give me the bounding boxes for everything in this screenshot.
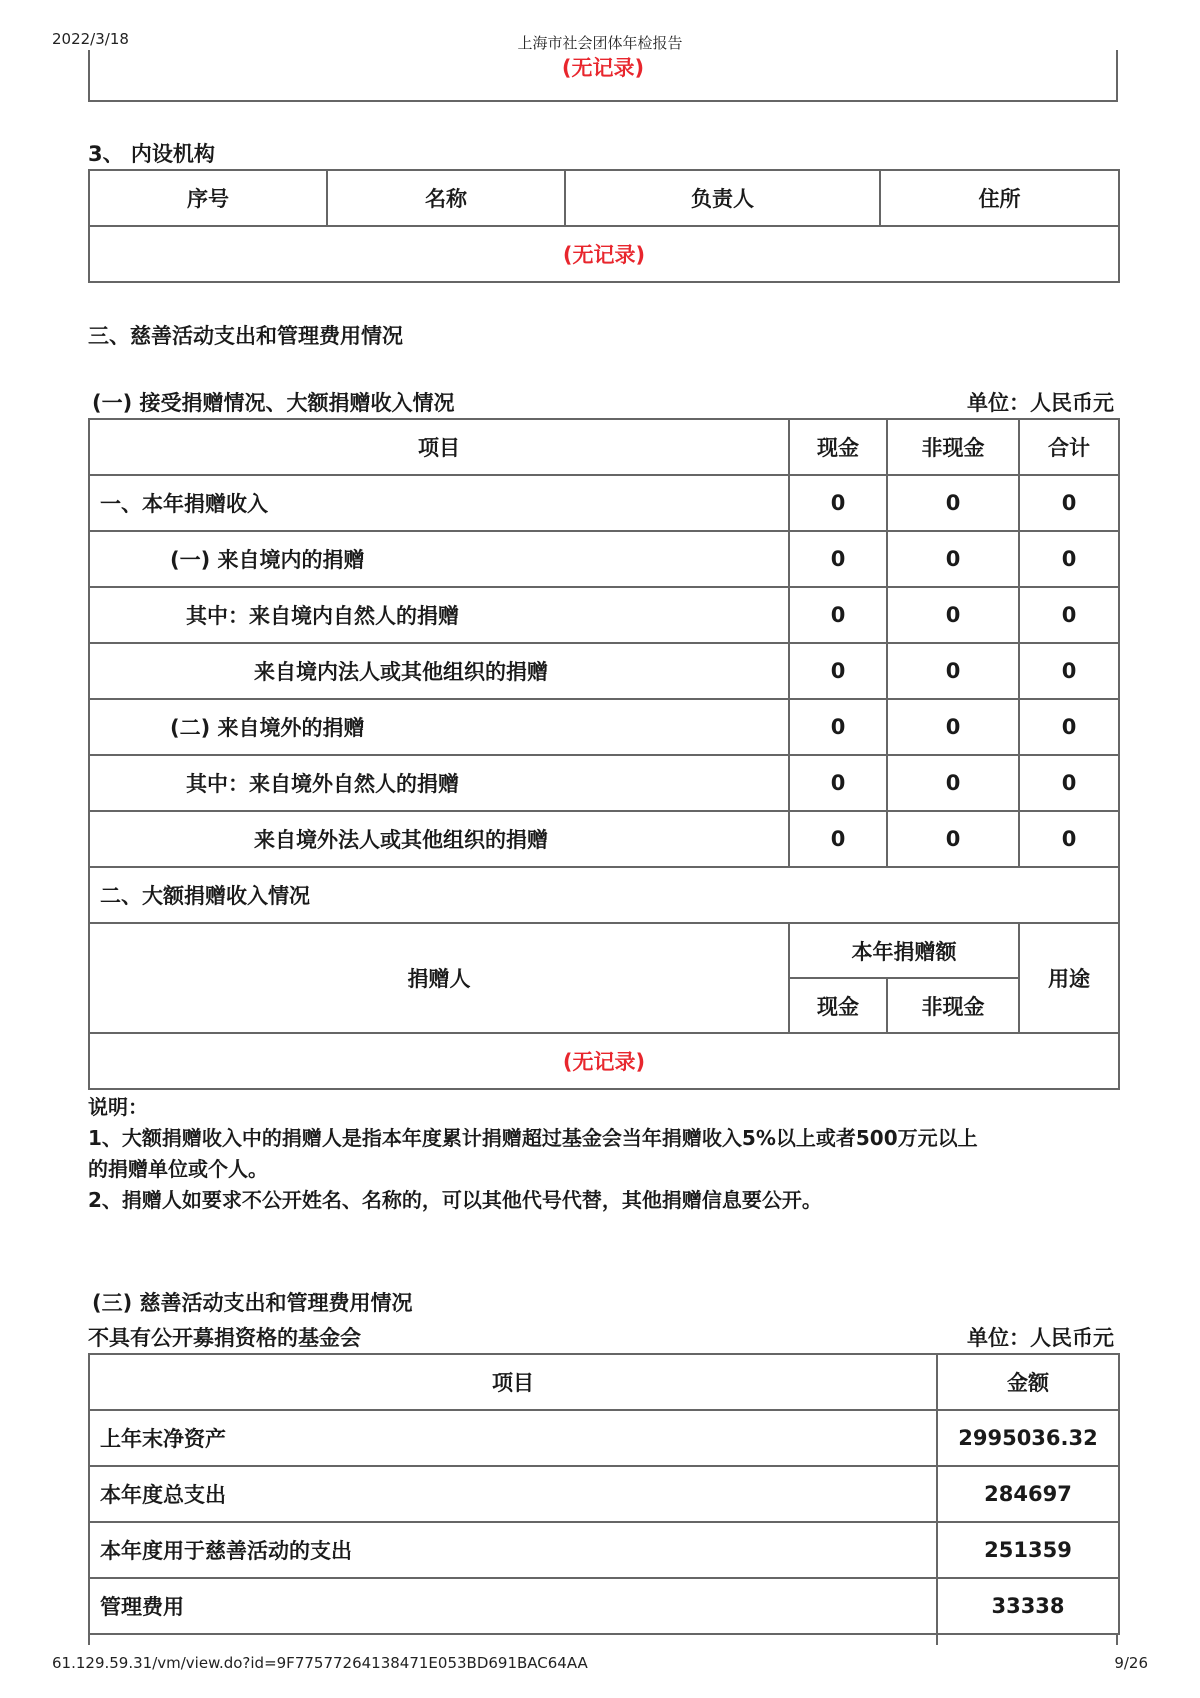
noncash-value: 0 <box>887 755 1019 811</box>
table-row <box>89 1522 1119 1578</box>
expenses-subtitle: 不具有公开募捐资格的基金会 <box>88 1326 361 1350</box>
col-header-item: 项目 <box>89 419 789 475</box>
internal-org-title: 3、 内设机构 <box>88 142 215 166</box>
cash-value: 0 <box>789 811 887 867</box>
table-row <box>89 1410 1119 1466</box>
cash-value: 0 <box>789 643 887 699</box>
cash-subheader: 现金 <box>789 978 887 1033</box>
table-continuation-edge <box>88 1633 1118 1645</box>
large-donation-title: 二、大额捐赠收入情况 <box>89 867 1119 923</box>
footer-url: 61.129.59.31/vm/view.do?id=9F77577264138471E053BD691BAC64AA <box>52 1654 588 1672</box>
noncash-subheader: 非现金 <box>887 978 1019 1033</box>
no-record-text: (无记录) <box>89 1033 1119 1089</box>
total-value: 0 <box>1019 643 1119 699</box>
noncash-value: 0 <box>887 531 1019 587</box>
cash-value: 0 <box>789 755 887 811</box>
notes-line-2: 2、捐赠人如要求不公开姓名、名称的，可以其他代号代替，其他捐赠信息要公开。 <box>88 1188 822 1212</box>
total-value: 0 <box>1019 755 1119 811</box>
table-row <box>89 643 1119 699</box>
cash-value: 0 <box>789 531 887 587</box>
table-row <box>89 531 1119 587</box>
internal-org-table <box>88 169 1120 283</box>
noncash-value: 0 <box>887 475 1019 531</box>
footer-page-number: 9/26 <box>1114 1654 1148 1672</box>
usage-header: 用途 <box>1019 923 1119 1033</box>
notes-line-1a: 1、大额捐赠收入中的捐赠人是指本年度累计捐赠超过基金会当年捐赠收入5%以上或者500万元以上 <box>88 1126 978 1150</box>
previous-table-tail <box>88 50 1118 102</box>
row-label: 来自境外法人或其他组织的捐赠 <box>89 811 789 867</box>
table-row <box>89 475 1119 531</box>
table-row <box>89 699 1119 755</box>
amount-value: 284697 <box>937 1466 1119 1522</box>
notes <box>88 1092 1128 1216</box>
row-label: 一、本年捐赠收入 <box>89 475 789 531</box>
section3-title: 三、慈善活动支出和管理费用情况 <box>88 324 403 348</box>
col-header-cash: 现金 <box>789 419 887 475</box>
col-header-noncash: 非现金 <box>887 419 1019 475</box>
noncash-value: 0 <box>887 811 1019 867</box>
cash-value: 0 <box>789 587 887 643</box>
col-header-item: 项目 <box>89 1354 937 1410</box>
donations-table <box>88 418 1120 1090</box>
row-label: 本年度用于慈善活动的支出 <box>89 1522 937 1578</box>
total-value: 0 <box>1019 811 1119 867</box>
notes-line-1b: 的捐赠单位或个人。 <box>88 1157 268 1181</box>
no-record-text: (无记录) <box>561 56 645 80</box>
noncash-value: 0 <box>887 699 1019 755</box>
row-label: (一) 来自境内的捐赠 <box>89 531 789 587</box>
noncash-value: 0 <box>887 587 1019 643</box>
amount-value: 2995036.32 <box>937 1410 1119 1466</box>
year-amount-header: 本年捐赠额 <box>789 923 1019 978</box>
donations-title: (一) 接受捐赠情况、大额捐赠收入情况 <box>92 391 455 415</box>
expenses-table <box>88 1353 1120 1635</box>
col-header-name: 名称 <box>327 170 565 226</box>
total-value: 0 <box>1019 531 1119 587</box>
table-row <box>89 811 1119 867</box>
donor-header: 捐赠人 <box>89 923 789 1033</box>
noncash-value: 0 <box>887 643 1019 699</box>
expenses-title: (三) 慈善活动支出和管理费用情况 <box>92 1291 413 1315</box>
row-label: 上年末净资产 <box>89 1410 937 1466</box>
total-value: 0 <box>1019 475 1119 531</box>
col-header-index: 序号 <box>89 170 327 226</box>
row-label: 来自境内法人或其他组织的捐赠 <box>89 643 789 699</box>
expenses-unit: 单位：人民币元 <box>967 1326 1114 1350</box>
total-value: 0 <box>1019 587 1119 643</box>
table-row <box>89 587 1119 643</box>
header-title: 上海市社会团体年检报告 <box>517 34 683 52</box>
row-label: 本年度总支出 <box>89 1466 937 1522</box>
row-label: 管理费用 <box>89 1578 937 1634</box>
no-record-text: (无记录) <box>89 226 1119 282</box>
row-label: 其中：来自境内自然人的捐赠 <box>89 587 789 643</box>
notes-title: 说明： <box>88 1095 148 1119</box>
col-header-amount: 金额 <box>937 1354 1119 1410</box>
col-header-leader: 负责人 <box>565 170 880 226</box>
cash-value: 0 <box>789 699 887 755</box>
cash-value: 0 <box>789 475 887 531</box>
amount-value: 33338 <box>937 1578 1119 1634</box>
total-value: 0 <box>1019 699 1119 755</box>
amount-value: 251359 <box>937 1522 1119 1578</box>
donations-unit: 单位：人民币元 <box>967 391 1114 415</box>
col-header-total: 合计 <box>1019 419 1119 475</box>
row-label: (二) 来自境外的捐赠 <box>89 699 789 755</box>
table-row <box>89 1466 1119 1522</box>
col-header-address: 住所 <box>880 170 1119 226</box>
table-row <box>89 755 1119 811</box>
table-row <box>89 1578 1119 1634</box>
header-date: 2022/3/18 <box>52 30 129 48</box>
row-label: 其中：来自境外自然人的捐赠 <box>89 755 789 811</box>
